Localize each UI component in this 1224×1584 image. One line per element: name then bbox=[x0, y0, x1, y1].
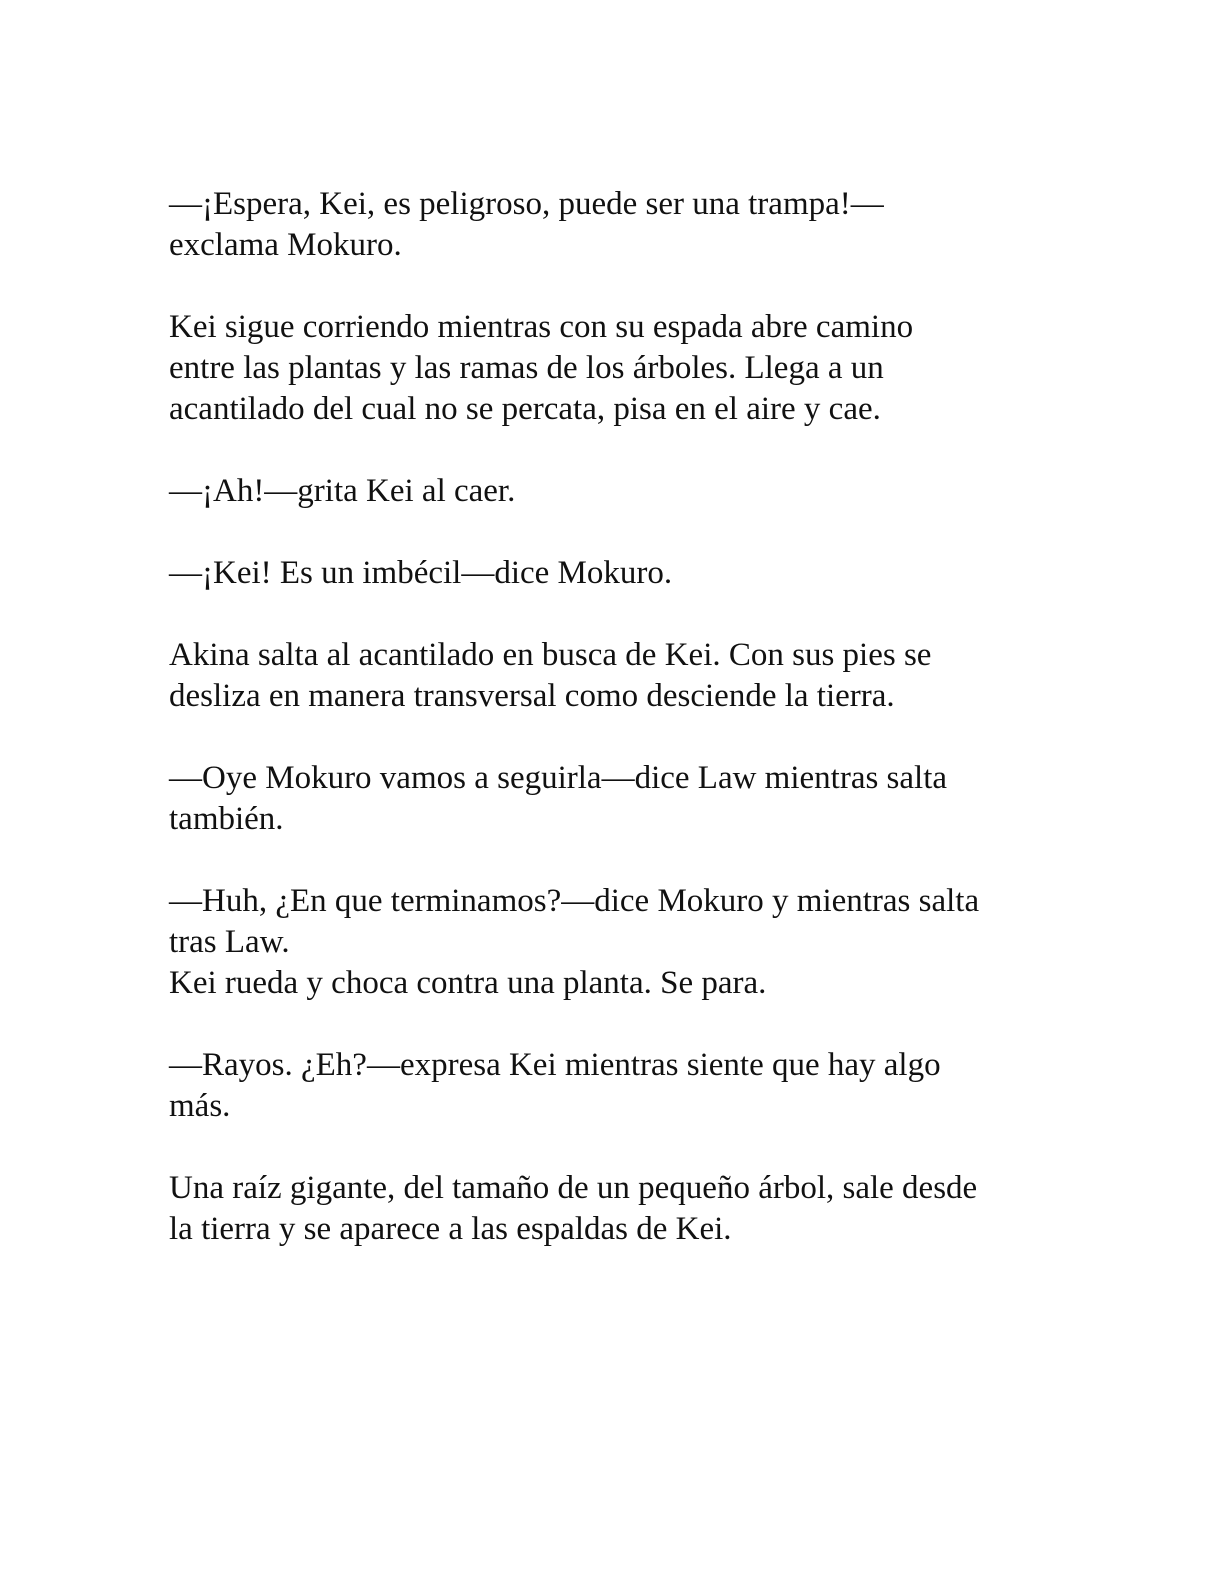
paragraph bbox=[169, 963, 1069, 1004]
text-line: entre las plantas y las ramas de los árboles. Llega a un bbox=[169, 350, 884, 386]
text-line: —Rayos. ¿Eh?—expresa Kei mientras siente que hay algo bbox=[169, 1047, 941, 1083]
paragraph bbox=[169, 758, 1069, 840]
text-line: —Huh, ¿En que terminamos?—dice Mokuro y mientras salta bbox=[169, 883, 980, 919]
text-line: la tierra y se aparece a las espaldas de Kei. bbox=[169, 1211, 732, 1247]
text-line: acantilado del cual no se percata, pisa en el aire y cae. bbox=[169, 391, 881, 427]
paragraph bbox=[169, 553, 1069, 594]
text-line: —¡Kei! Es un imbécil—dice Mokuro. bbox=[169, 555, 673, 591]
paragraph bbox=[169, 1045, 1069, 1127]
text-line: Kei sigue corriendo mientras con su espada abre camino bbox=[169, 309, 914, 345]
text-line: —¡Espera, Kei, es peligroso, puede ser una trampa!— bbox=[169, 186, 884, 222]
text-line: Akina salta al acantilado en busca de Kei. Con sus pies se bbox=[169, 637, 932, 673]
text-line: Kei rueda y choca contra una planta. Se para. bbox=[169, 965, 767, 1001]
paragraph bbox=[169, 471, 1069, 512]
paragraph bbox=[169, 635, 1069, 717]
text-line: exclama Mokuro. bbox=[169, 227, 402, 263]
text-line: —Oye Mokuro vamos a seguirla—dice Law mientras salta bbox=[169, 760, 948, 796]
story-text bbox=[169, 184, 1069, 1291]
paragraph bbox=[169, 307, 1069, 430]
paragraph bbox=[169, 881, 1069, 963]
text-line: más. bbox=[169, 1088, 231, 1124]
text-line: también. bbox=[169, 801, 284, 837]
text-line: tras Law. bbox=[169, 924, 290, 960]
text-line: desliza en manera transversal como desciende la tierra. bbox=[169, 678, 895, 714]
text-line: Una raíz gigante, del tamaño de un pequeño árbol, sale desde bbox=[169, 1170, 978, 1206]
paragraph bbox=[169, 184, 1069, 266]
text-line: —¡Ah!—grita Kei al caer. bbox=[169, 473, 516, 509]
paragraph bbox=[169, 1168, 1069, 1250]
